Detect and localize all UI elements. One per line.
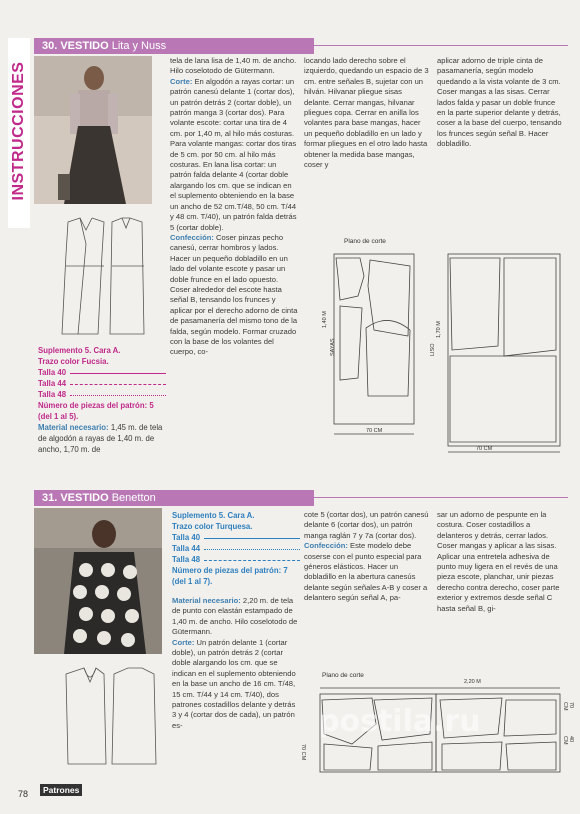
supplement-line: Suplemento 5. Cara A. [172,511,255,520]
pieces-count: Número de piezas del patrón: 5 (del 1 al 5). [38,401,154,421]
size-40: Talla 40 [38,367,166,378]
section1-col3: locando lado derecho sobre el izquierdo, quedando un espacio de 3 cm. entre señales B, sujetar con un hilván. Hilvanar pliegue sisas delante. Cerrar mangas, hilvanar pliegues copa. Cerrar en anilla los volantes para base mangas, hacer un pequeño dobladillo en un lado y formar pliegues en el otro lado hasta obtener la medida base mangas, coser y [304,56,429,170]
supplement-line: Suplemento 5. Cara A. [38,346,121,355]
section2-col3: cote 5 (cortar dos), un patrón canesú delante 6 (cortar dos), un patrón manga raglán 7 y 7a (cortar dos). Confección: Este modelo debe coserse con el punto especial para géneros elásticos. Hacer un dobladillo en la abertura canesús delante según señales A-B y coser a delantero según señal A, pa- [304,510,429,603]
section2-supplement [172,510,300,587]
size-44: Talla 44 [172,543,300,554]
section1-technical-drawing [58,214,148,338]
section2-header [34,490,314,506]
supplement-color: Trazo color Turquesa. [172,522,253,531]
section2-col2: Material necesario: 2,20 m. de tela de punto con elastán estampado de 1,40 m. de ancho. Hilo coselotodo de Gütermann. Corte: Un patrón delante 1 (cortar doble), un patrón detrás 2 (cortar doble alargando los cm. que se indican en el suplemento obteniendo en la base un ancho de 16 cm. T/48, 15 cm. T/44 y 14 cm. T/40), dos patrones costadillos delante y detrás 3 y 4 (cortar dos de cada), un patrón es- [172,596,298,730]
section1-supplement [38,345,166,455]
section1-col2: tela de lana lisa de 1,40 m. de ancho. Hilo coselotodo de Gütermann. Corte: En algodón a rayas cortar: un patrón canesú delante 1 (cortar dos), un patrón detrás 2 (cortar doble), un patrón manga 3 (cortar dos). Para volante escote: cortar una tira de 4 cm. por 1,40 m, al hilo más costuras. Para volante mangas: cortar dos tiras de 5 cm. por 50 cm. al hilo más costuras. En lana lisa cortar: un patrón falda delante 4 (cortar doble alargando los cm. que se indican en el suplemento obteniendo en la base un ancho de 52 cm.T/48, 50 cm. T/44 y 48 cm. T/40), un patrón falda detrás 5 (cortar doble). Confección: Coser pinzas pecho canesú, cerrar hombros y lados. Hacer un pequeño dobladillo en un lado del volante escote y pasar un doble frunce en el lado opuesto. Coser alrededor del escote hasta señal B, tensando los frunces y aplicar por el derecho adorno de cinta de pasamanería del mismo tono de la falda, según modelo. Formar cruzado con la base de los volantes del cuerpo, co- [170,56,298,357]
section1-dim-width2: 70 CM [476,446,493,452]
section2-brand: Benetton [111,492,156,504]
section2-technical-drawing [60,664,158,768]
section1-cutting-plan-label: Plano de corte [344,238,386,245]
section2-cutting-plan-label: Plano de corte [322,672,364,679]
section1-header-rule [306,45,568,46]
side-tab [8,38,30,228]
page-number: 78 [18,789,29,799]
section2-dim-height: 70 CM [300,744,306,761]
section1-title: 30. VESTIDO [42,40,109,52]
section2-title: 31. VESTIDO [42,492,109,504]
section2-col4: sar un adorno de pespunte en la costura. Coser costadillos a delanteros y detrás, cerrar lados. Coser mangas y aplicar a las sisas. Aplicar una entretela adhesiva de punto muy ligera en el revés de una pieza escote, planchar, unir piezas derecho contra derecho, coser parte exterior y extremos desde señal C hasta señal B, gi- [437,510,560,613]
size-48: Talla 48 [38,389,166,400]
pieces-count: Número de piezas del patrón: 7 (del 1 al 7). [172,566,288,586]
size-48: Talla 48 [172,554,300,565]
watermark: postila.ru [318,704,481,739]
section1-liso-label: LISO [430,343,436,356]
section1-dim-width: 70 CM [366,428,383,434]
supplement-color: Trazo color Fucsia. [38,357,109,366]
section1-col4: aplicar adorno de triple cinta de pasamanería, según modelo quedando a la vista volante de 3 cm. Coser mangas a las sisas. Cerrar lados falda y pasar un doble frunce en la parte superior delante y detrás, coser a la base del cuerpo, tensando los frunces según señal B. Hacer dobladillo. [437,56,562,149]
section1-brand: Lita y Nuss [111,40,167,52]
section2-dim-height2: 70 CM [562,702,574,711]
magazine-logo: Patrones [40,784,82,796]
side-tab-label: INSTRUCCIONES [10,61,27,201]
section1-dim-height: 1,40 M [322,311,328,328]
section1-header [34,38,314,54]
section1-sayas-label: SAYAS [330,338,336,356]
section2-dim-height3: 40 CM [562,736,574,745]
material: Material necesario: 1,45 m. de tela de algodón a rayas de 1,40 m. de ancho, 1,70 m. de [38,423,163,454]
section2-photo [34,508,162,654]
section1-photo [34,56,152,204]
size-44: Talla 44 [38,378,166,389]
size-40: Talla 40 [172,532,300,543]
section2-dim-width: 2,20 M [464,679,481,685]
section2-header-rule [306,497,568,498]
section1-dim-height2: 1,70 M [436,321,442,338]
